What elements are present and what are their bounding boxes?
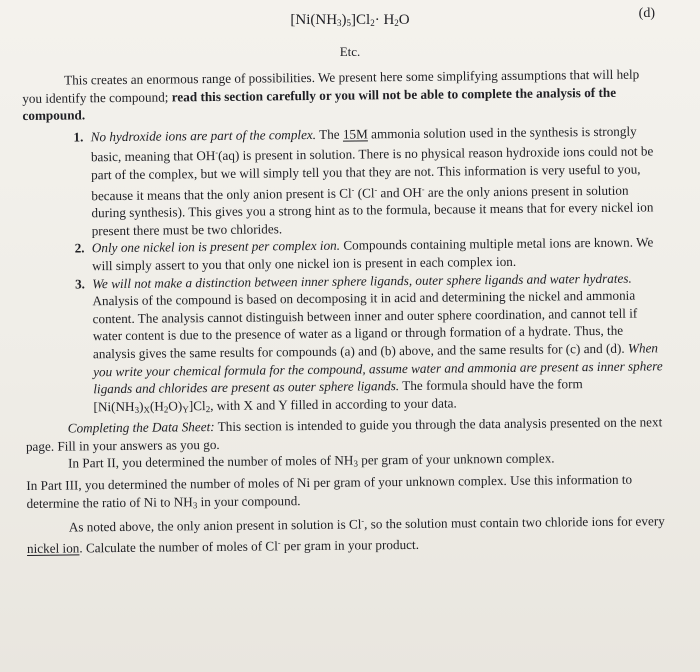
list-item: 3. We will not make a distinction between inner sphere ligands, outer sphere ligands and water hydrates. Analysis of the compound is based on decomposing it in acid and determining the nickel and ammonia content. The analysis cannot distinguish between inner and outer sphere coordination, and cannot tell if water content is due to the presence of water as a ligand or through formation of a hydrate. Thus, the analysis gives the same results for compounds (a) and (b) above, and the same results for (c) and (d). When you write your chemical formula for the compound, assume water and ammonia are present as inner sphere ligands and chlorides are present as outer sphere ligands. The formula should have the form $[Ni(NH_3)_X(H_2O)_Y]Cl_2$, with X and Y filled in according to your data.	[88, 269, 665, 420]
compound-label-d: (d)	[638, 6, 655, 21]
compound-d-formula: $[Ni(NH_3)_5]Cl_2\cdot H_2O$	[290, 12, 410, 28]
part3-paragraph: In Part III, you determined the number of moles of Ni per gram of your unknown complex. Use this information to determine the ratio of Ni to $NH_3$ in your compound.	[26, 471, 633, 511]
list-item: 1. No hydroxide ions are part of the complex. The 15M ammonia solution used in the synthesis is strongly basic, meaning that OH-(aq) is present in solution. There is no physical reason hydroxide ions could not be part of the complex, but we will simply tell you that they are not. This information is very useful to you, because it means that the only anion present is Cl- (Cl- and OH- are the only anions present in solution during synthesis). This gives you a strong hint as to the formula, because it means that for every nickel ion present there must be two chlorides.	[87, 122, 664, 240]
etc-text: Etc.	[339, 44, 361, 59]
list-item: 2. Only one nickel ion is present per complex ion. Compounds containing multiple metal ions are known. We will simply assert to you that only one nickel ion is present in each complex ion.	[88, 234, 664, 275]
intro-paragraph: This creates an enormous range of possibilities. We present here some simplifying assumptions that will help you identify the compound; read this section carefully or you will not be able to complete the analysis of the compound.	[22, 66, 640, 124]
datasheet-paragraph: Completing the Data Sheet: This section is intended to guide you through the data analysis presented on the next page. Fill in your answers as you go.	[25, 414, 663, 454]
chloride-paragraph: As noted above, the only anion present in solution is Cl-, so the solution must contain two chloride ions for every nickel ion. Calculate the number of moles of Cl- per gram in your product.	[26, 513, 665, 556]
part2-paragraph: In Part II, you determined the number of moles of $NH_3$ per gram of your unknown complex.	[68, 450, 555, 472]
assumptions-list	[23, 122, 666, 420]
instructions-body	[22, 65, 667, 557]
